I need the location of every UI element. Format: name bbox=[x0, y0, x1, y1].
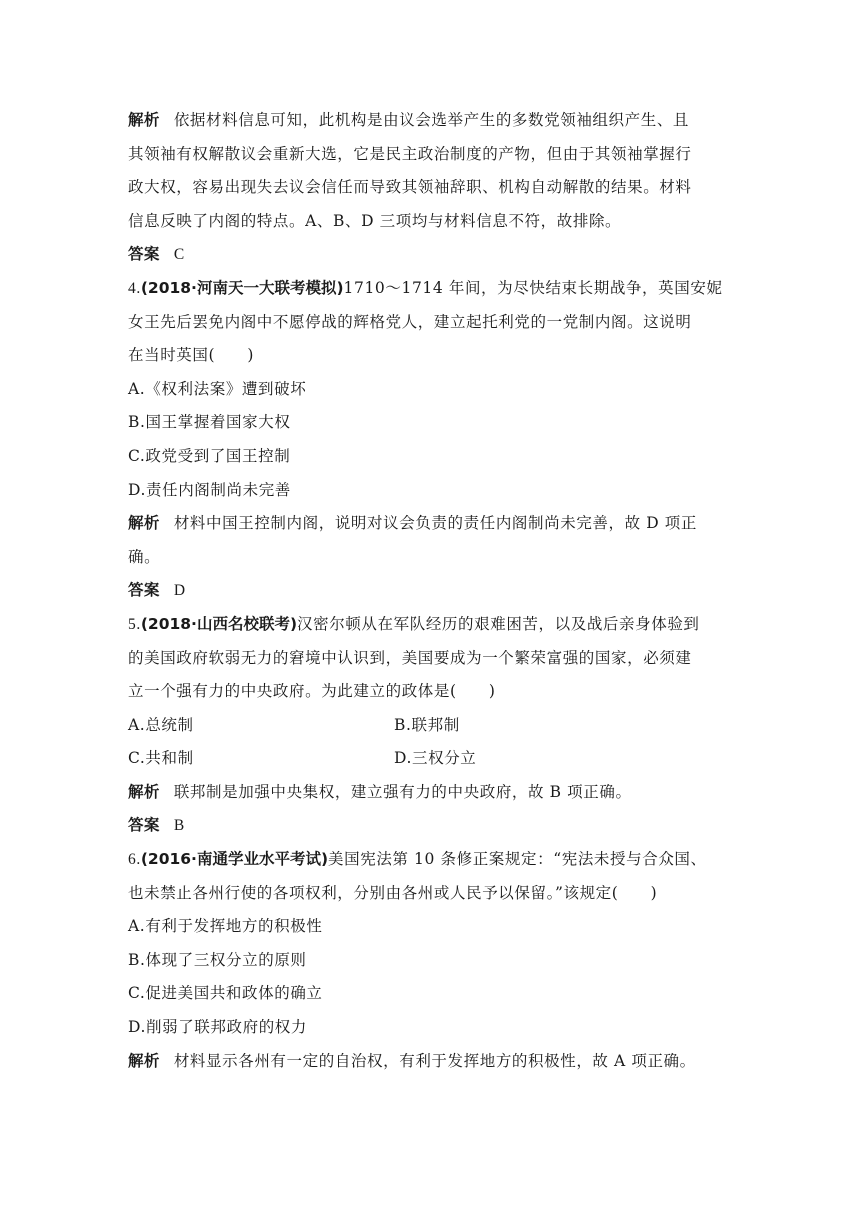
q4-stem bbox=[128, 272, 734, 373]
q4-option-b: B.国王掌握着国家大权 bbox=[128, 413, 291, 432]
q6-analysis-line-1: 材料显示各州有一定的自治权，有利于发挥地方的积极性，故 A 项正确。 bbox=[173, 1051, 696, 1070]
q5-source: (2018·山西名校联考) bbox=[140, 614, 298, 633]
q6-option-a: A.有利于发挥地方的积极性 bbox=[128, 917, 323, 936]
answer-label: 答案 bbox=[128, 816, 160, 835]
q5-option-b: B.联邦制 bbox=[394, 715, 460, 734]
q4-stem-line-2: 女王先后罢免内阁中不愿停战的辉格党人，建立起托利党的一党制内阁。这说明 bbox=[128, 312, 692, 331]
q5-stem-line-2: 的美国政府软弱无力的窘境中认识到，美国要成为一个繁荣富强的国家，必须建 bbox=[128, 648, 692, 667]
q4-answer bbox=[128, 574, 734, 608]
analysis-label: 解析 bbox=[128, 1051, 160, 1070]
q5-option-c: C.共和制 bbox=[128, 749, 194, 768]
q4-answer-value: D bbox=[173, 582, 186, 600]
q3-analysis-line-1: 依据材料信息可知，此机构是由议会选举产生的多数党领袖组织产生、且 bbox=[173, 111, 690, 129]
q6-option-c: C.促进美国共和政体的确立 bbox=[128, 984, 323, 1003]
document-page bbox=[128, 104, 734, 1078]
q4-number: 4. bbox=[128, 279, 141, 297]
q6-stem-line-1: 美国宪法第 10 条修正案规定：“宪法未授与合众国、 bbox=[328, 850, 707, 869]
q4-option-d: D.责任内阁制尚未完善 bbox=[128, 480, 291, 499]
q5-stem-line-3: 立一个强有力的中央政府。为此建立的政体是( ) bbox=[128, 682, 496, 701]
q4-analysis-line-2: 确。 bbox=[128, 547, 161, 566]
q6-number: 6. bbox=[128, 851, 141, 869]
answer-label: 答案 bbox=[128, 581, 160, 600]
analysis-label: 解析 bbox=[128, 514, 160, 533]
analysis-label: 解析 bbox=[128, 111, 160, 129]
q3-analysis bbox=[128, 104, 734, 238]
q5-answer bbox=[128, 809, 734, 843]
q4-option-a: A.《权利法案》遭到破坏 bbox=[128, 379, 307, 398]
q3-analysis-line-3: 政大权，容易出现失去议会信任而导致其领袖辞职、机构自动解散的结果。材料 bbox=[128, 178, 692, 197]
q5-options-row-1 bbox=[128, 709, 734, 743]
analysis-label: 解析 bbox=[128, 782, 160, 801]
q4-stem-line-1: 1710～1714 年间，为尽快结束长期战争，英国安妮 bbox=[343, 278, 723, 297]
q4-stem-line-3: 在当时英国( ) bbox=[128, 346, 254, 365]
q3-answer bbox=[128, 238, 734, 272]
q6-stem bbox=[128, 843, 734, 910]
q5-answer-value: B bbox=[173, 817, 185, 835]
q5-options-row-2 bbox=[128, 742, 734, 776]
q3-analysis-line-2: 其领袖有权解散议会重新大选，它是民主政治制度的产物，但由于其领袖掌握行 bbox=[128, 144, 692, 163]
q4-option-c: C.政党受到了国王控制 bbox=[128, 446, 291, 465]
q6-source: (2016·南通学业水平考试) bbox=[140, 850, 329, 869]
q5-number: 5. bbox=[128, 615, 141, 633]
q5-option-a: A.总统制 bbox=[128, 715, 194, 734]
q4-analysis bbox=[128, 507, 734, 574]
q5-option-d: D.三权分立 bbox=[394, 749, 477, 768]
q5-analysis-line-1: 联邦制是加强中央集权，建立强有力的中央政府，故 B 项正确。 bbox=[173, 782, 632, 801]
q5-stem-line-1: 汉密尔顿从在军队经历的艰难困苦，以及战后亲身体验到 bbox=[297, 614, 700, 633]
q4-options bbox=[128, 373, 734, 507]
q3-analysis-line-4: 信息反映了内阁的特点。A、B、D 三项均与材料信息不符，故排除。 bbox=[128, 211, 622, 230]
q6-options bbox=[128, 910, 734, 1044]
q4-source: (2018·河南天一大联考模拟) bbox=[140, 278, 344, 297]
q3-answer-value: C bbox=[173, 246, 185, 264]
q6-option-b: B.体现了三权分立的原则 bbox=[128, 950, 307, 969]
answer-label: 答案 bbox=[128, 245, 160, 264]
q6-option-d: D.削弱了联邦政府的权力 bbox=[128, 1018, 308, 1037]
q4-analysis-line-1: 材料中国王控制内阁，说明对议会负责的责任内阁制尚未完善，故 D 项正 bbox=[173, 514, 697, 533]
q5-analysis bbox=[128, 776, 734, 810]
q6-stem-line-2: 也未禁止各州行使的各项权利，分别由各州或人民予以保留。”该规定( ) bbox=[128, 883, 658, 902]
q6-analysis bbox=[128, 1045, 734, 1079]
q5-stem bbox=[128, 608, 734, 709]
